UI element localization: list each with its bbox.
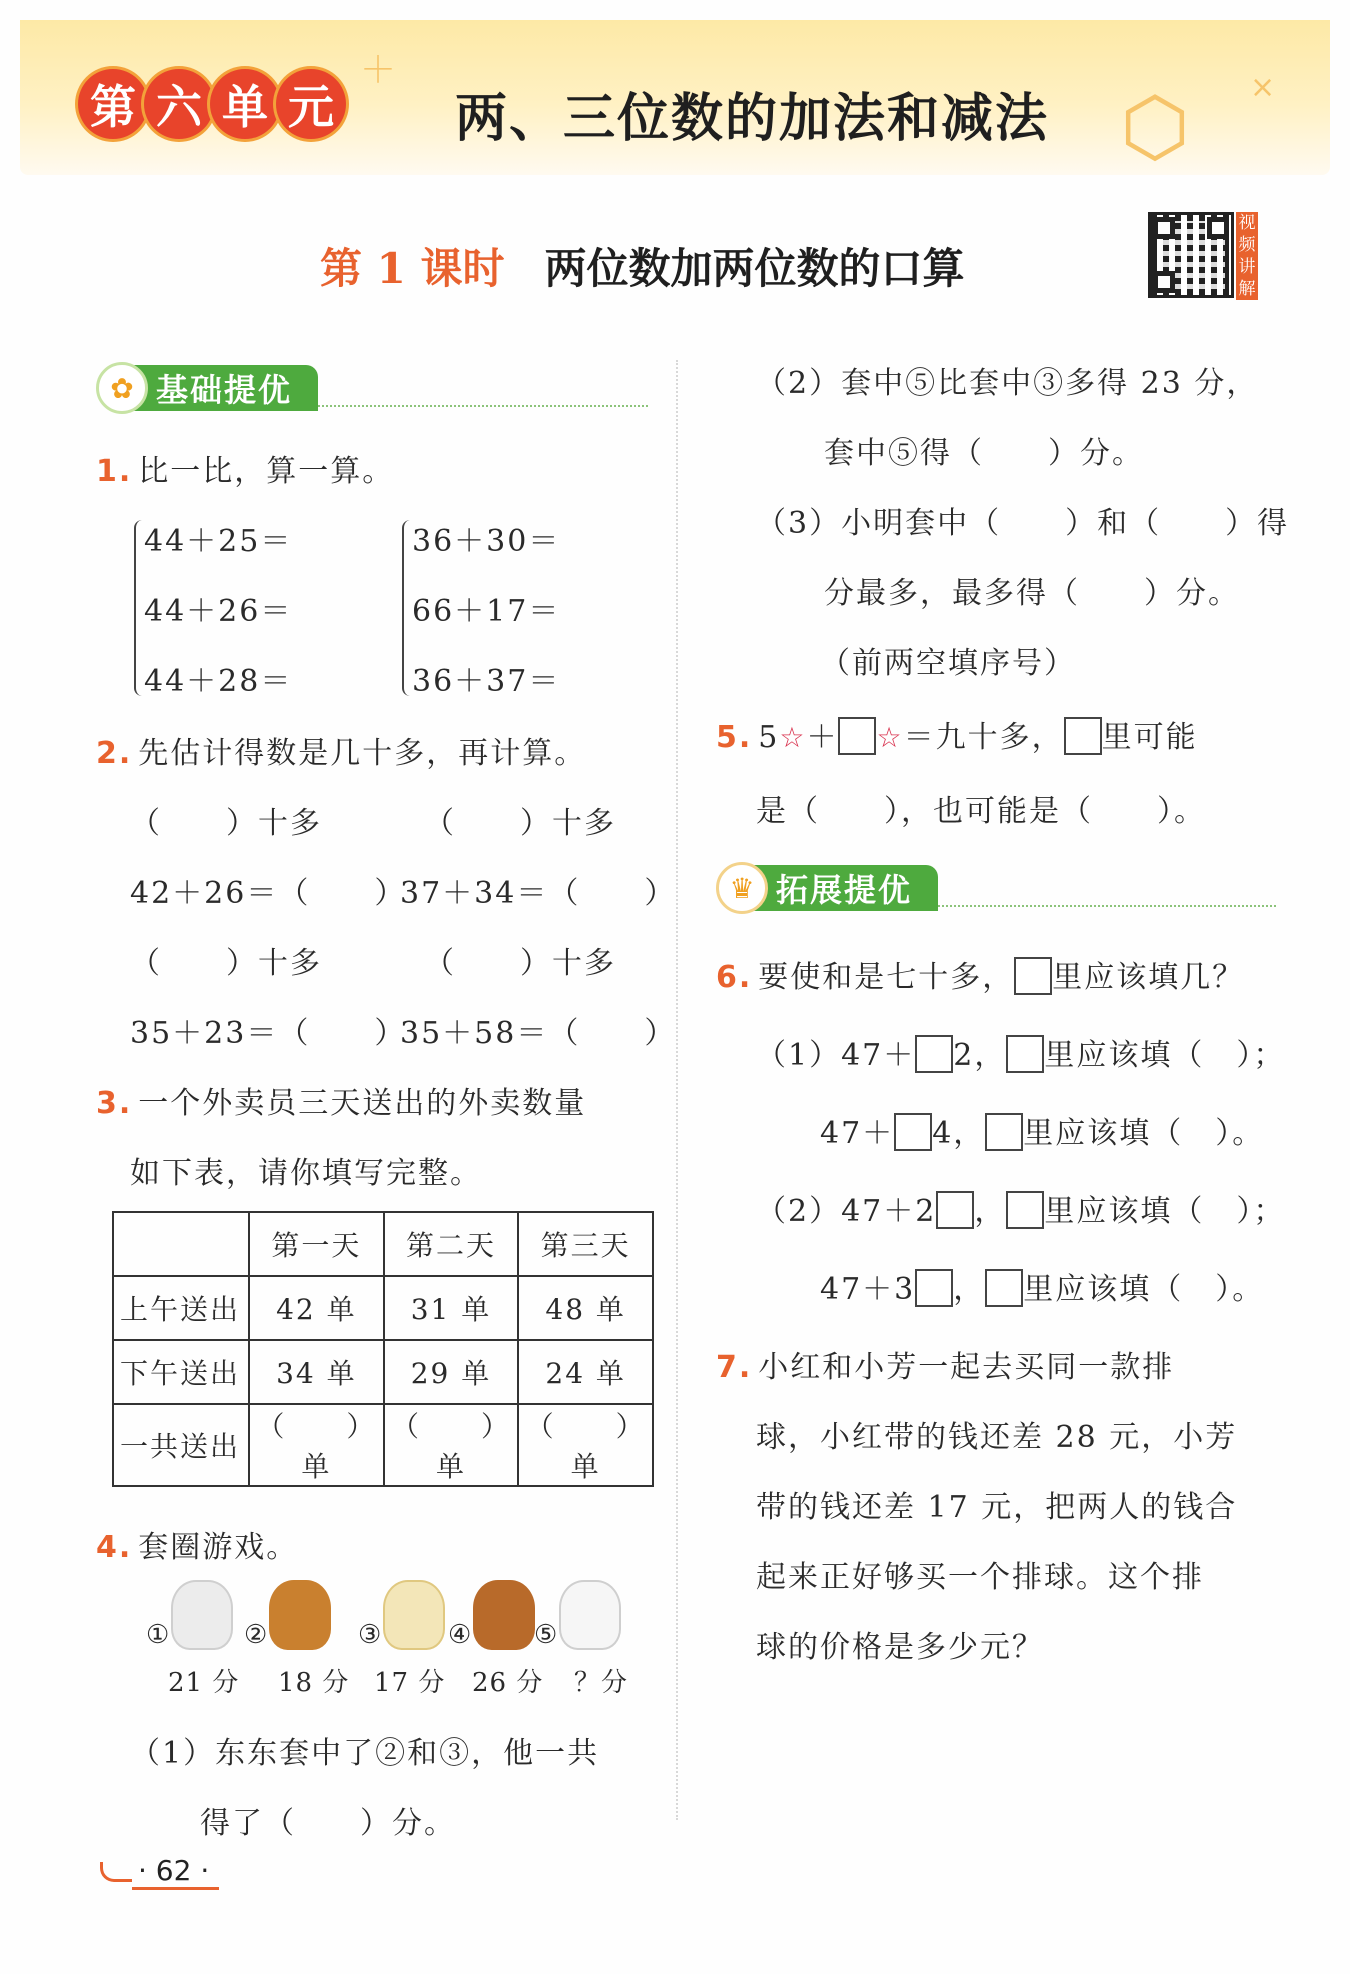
table-header-cell: 第二天 — [384, 1212, 519, 1276]
answer-blank[interactable]: 分最多，最多得（ ）分。 — [824, 576, 1240, 611]
answer-blank[interactable]: 里应该填（ ）； — [1044, 1038, 1286, 1073]
answer-box[interactable] — [915, 1269, 953, 1307]
answer-box[interactable] — [1006, 1191, 1044, 1229]
question-text: 球，小红带的钱还差 28 元，小芳 — [756, 1420, 1238, 1455]
estimate-blank[interactable]: （ ）十多 — [130, 806, 322, 841]
question-7 — [716, 1342, 1174, 1386]
animal-3 — [358, 1580, 445, 1650]
answer-blank[interactable]: 是（ ），也可能是（ ）。 — [756, 794, 1206, 829]
delivery-table — [112, 1211, 654, 1487]
animal-number: ⑤ — [534, 1620, 558, 1650]
question-6 — [716, 952, 1244, 996]
animal-2 — [244, 1580, 331, 1650]
question-4 — [96, 1522, 298, 1566]
unit-badge-char: 单 — [210, 69, 280, 139]
equation: 36＋30＝ — [412, 524, 561, 559]
question-text: 比一比，算一算。 — [138, 454, 395, 489]
lesson-number: 第 1 课时 — [320, 244, 505, 293]
table-row-header: 下午送出 — [113, 1340, 249, 1404]
star-icon: ☆ — [876, 721, 904, 754]
answer-box — [1014, 957, 1052, 995]
dog-icon — [559, 1580, 621, 1650]
unit-badge-char: 第 — [78, 69, 148, 139]
hint-text: （前两空填序号） — [820, 646, 1076, 681]
question-5 — [716, 712, 1198, 756]
question-number: 3. — [96, 1086, 133, 1121]
table-row-header: 一共送出 — [113, 1404, 249, 1486]
answer-box[interactable] — [1006, 1035, 1044, 1073]
column-divider — [676, 360, 678, 1820]
equation: 44＋28＝ — [144, 664, 293, 699]
question-text: 球的价格是多少元？ — [756, 1630, 1044, 1665]
digit: 5 — [758, 720, 780, 755]
animal-score: 17 分 — [374, 1668, 446, 1698]
page-footer — [100, 1854, 219, 1890]
table-cell: 42 单 — [249, 1276, 384, 1340]
calc-blank[interactable]: 35＋58＝（ ） — [400, 1016, 677, 1051]
estimate-blank[interactable]: （ ）十多 — [424, 806, 616, 841]
answer-blank[interactable]: 得了（ ）分。 — [200, 1806, 456, 1841]
lesson-title — [320, 236, 964, 296]
table-row — [113, 1404, 653, 1486]
question-text: 要使和是七十多， — [758, 960, 1015, 995]
lesson-name: 两位数加两位数的口算 — [544, 244, 965, 293]
question-number: 1. — [96, 454, 133, 489]
animal-score: 21 分 — [168, 1668, 240, 1698]
question-text: 起来正好够买一个排球。这个排 — [756, 1560, 1204, 1595]
footer-curve — [100, 1862, 132, 1882]
table-cell: 29 单 — [384, 1340, 519, 1404]
equation: 36＋37＝ — [412, 664, 561, 699]
animal-5 — [534, 1580, 621, 1650]
animal-score: 26 分 — [472, 1668, 544, 1698]
answer-blank[interactable]: 套中⑤得（ ）分。 — [824, 436, 1144, 471]
table-blank-cell[interactable]: （ ）单 — [384, 1404, 519, 1486]
qr-code-icon[interactable] — [1148, 212, 1234, 298]
animal-number: ④ — [448, 1620, 472, 1650]
expression: 47＋3 — [820, 1272, 916, 1307]
section-extend — [716, 862, 1276, 914]
calc-blank[interactable]: 37＋34＝（ ） — [400, 876, 677, 911]
trophy-icon: ♛ — [716, 862, 768, 914]
hexagon-decoration-icon: ⬡ — [1120, 80, 1190, 173]
answer-blank[interactable]: 里应该填（ ）。 — [1023, 1116, 1265, 1151]
estimate-blank[interactable]: （ ）十多 — [130, 946, 322, 981]
question-text: 里应该填几？ — [1052, 960, 1245, 995]
sub-question-1: （1）东东套中了②和③，他一共 — [130, 1736, 600, 1771]
expression: 47＋ — [820, 1116, 895, 1151]
bear-icon — [269, 1580, 331, 1650]
table-cell: 31 单 — [384, 1276, 519, 1340]
table-cell — [113, 1212, 249, 1276]
expression: （1）47＋ — [756, 1038, 916, 1073]
expression: 2， — [953, 1038, 1007, 1073]
answer-blank[interactable]: 里应该填（ ）； — [1044, 1194, 1286, 1229]
cross-decoration-icon: × — [1250, 70, 1276, 105]
rabbit-icon — [171, 1580, 233, 1650]
expression: 4， — [932, 1116, 986, 1151]
question-text: 套圈游戏。 — [138, 1530, 299, 1565]
question-number: 4. — [96, 1530, 133, 1565]
section-extend-label: 拓展提优 — [754, 865, 938, 911]
unit-badge-char: 元 — [276, 69, 346, 139]
calc-blank[interactable]: 42＋26＝（ ） — [130, 876, 407, 911]
answer-box[interactable] — [915, 1035, 953, 1073]
expression: ， — [953, 1272, 986, 1307]
answer-box[interactable] — [985, 1113, 1023, 1151]
question-number: 7. — [716, 1350, 753, 1385]
question-number: 2. — [96, 736, 133, 771]
puppy-icon — [383, 1580, 445, 1650]
estimate-blank[interactable]: （ ）十多 — [424, 946, 616, 981]
video-explain-label: 视频讲解 — [1236, 212, 1258, 300]
equation: 44＋26＝ — [144, 594, 293, 629]
question-text: 小红和小芳一起去买同一款排 — [758, 1350, 1175, 1385]
animal-4 — [448, 1580, 535, 1650]
table-row — [113, 1276, 653, 1340]
equation: 66＋17＝ — [412, 594, 561, 629]
question-text: 带的钱还差 17 元，把两人的钱合 — [756, 1490, 1238, 1525]
answer-box[interactable] — [894, 1113, 932, 1151]
section-divider — [318, 405, 648, 407]
unit-badge-char: 六 — [144, 69, 214, 139]
section-basic — [96, 362, 648, 414]
question-1 — [96, 446, 394, 490]
animal-1 — [146, 1580, 233, 1650]
question-text: 如下表，请你填写完整。 — [130, 1156, 482, 1191]
animal-number: ① — [146, 1620, 170, 1650]
sub-question-6-2b — [820, 1264, 1264, 1308]
question-text: 里可能 — [1101, 720, 1198, 755]
answer-blank[interactable]: 里应该填（ ）。 — [1023, 1272, 1265, 1307]
question-number: 6. — [716, 960, 753, 995]
plus-decoration-icon: ＋ — [360, 50, 397, 91]
equation: 44＋25＝ — [144, 524, 293, 559]
question-3 — [96, 1078, 586, 1122]
page-number: · 62 · — [132, 1854, 219, 1890]
expression: （2）47＋2 — [756, 1194, 937, 1229]
table-cell: 48 单 — [518, 1276, 653, 1340]
question-2 — [96, 728, 586, 772]
table-blank-cell[interactable]: （ ）单 — [249, 1404, 384, 1486]
table-row-header: 上午送出 — [113, 1276, 249, 1340]
question-number: 5. — [716, 720, 753, 755]
question-text: 一个外卖员三天送出的外卖数量 — [138, 1086, 587, 1121]
sprout-icon: ✿ — [96, 362, 148, 414]
calc-blank[interactable]: 35＋23＝（ ） — [130, 1016, 407, 1051]
sub-question-6-1b — [820, 1108, 1264, 1152]
table-cell: 24 单 — [518, 1340, 653, 1404]
answer-box[interactable] — [838, 717, 876, 755]
animal-number: ③ — [358, 1620, 382, 1650]
table-header-cell: 第三天 — [518, 1212, 653, 1276]
table-row — [113, 1340, 653, 1404]
animal-score: 18 分 — [278, 1668, 350, 1698]
question-text: ＝九十多， — [903, 720, 1064, 755]
unit-title: 两、三位数的加法和减法 — [455, 89, 1050, 149]
sub-question-6-1a — [756, 1030, 1285, 1074]
section-divider — [938, 905, 1276, 907]
table-cell: 34 单 — [249, 1340, 384, 1404]
answer-box[interactable] — [985, 1269, 1023, 1307]
answer-box[interactable] — [1064, 717, 1102, 755]
operator: ＋ — [806, 720, 839, 755]
table-header-row — [113, 1212, 653, 1276]
star-icon: ☆ — [779, 721, 807, 754]
animal-score: ？分 — [574, 1668, 629, 1698]
section-basic-label: 基础提优 — [134, 365, 318, 411]
question-text: 先估计得数是几十多，再计算。 — [138, 736, 587, 771]
expression: ， — [974, 1194, 1007, 1229]
sub-question-2: （2）套中⑤比套中③多得 23 分， — [756, 366, 1259, 401]
table-blank-cell[interactable]: （ ）单 — [518, 1404, 653, 1486]
sub-question-3[interactable]: （3）小明套中（ ）和（ ）得 — [756, 506, 1290, 541]
monkey-icon — [473, 1580, 535, 1650]
sub-question-6-2a — [756, 1186, 1285, 1230]
ring-game-illustration — [140, 1580, 640, 1700]
answer-box[interactable] — [936, 1191, 974, 1229]
table-header-cell: 第一天 — [249, 1212, 384, 1276]
unit-badge — [78, 58, 378, 150]
animal-number: ② — [244, 1620, 268, 1650]
